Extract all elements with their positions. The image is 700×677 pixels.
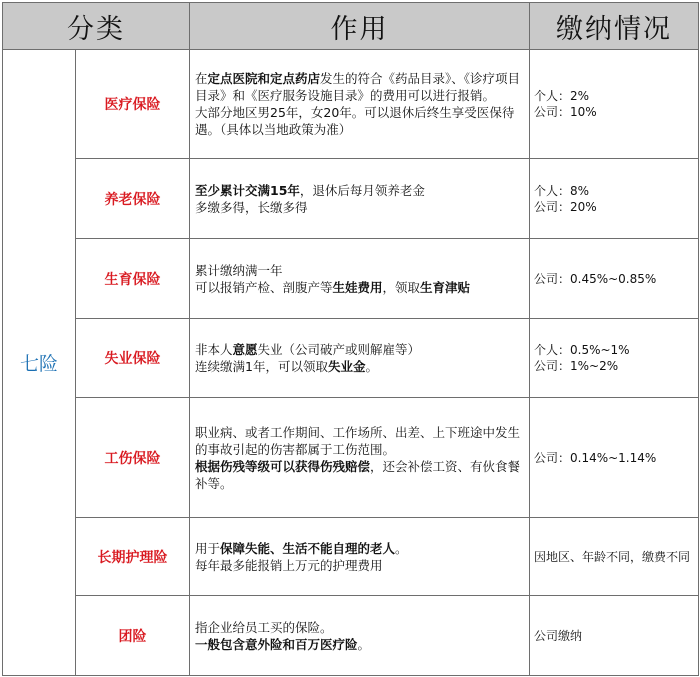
payment-line: 公司缴纳 (534, 628, 583, 643)
emphasis-text: 定点医院和定点药店 (207, 71, 321, 86)
payment-line: 公司：10% (534, 105, 597, 119)
function-line (195, 279, 525, 296)
payment-line: 个人：2% (534, 89, 590, 103)
function-line (195, 557, 525, 574)
function-cell (190, 596, 530, 676)
function-line (195, 182, 525, 199)
payment-cell (530, 159, 699, 239)
function-line (195, 540, 525, 557)
function-line (195, 619, 525, 636)
emphasis-text: 保障失能、生活不能自理的老人 (220, 540, 396, 556)
body-text: 大部分地区男25年，女20年。可以退休后终生享受医保待遇。（具体以当地政策为准） (195, 105, 515, 137)
body-text: 连续缴满1年，可以领取 (195, 359, 328, 374)
function-line (195, 70, 525, 104)
function-cell (190, 518, 530, 596)
table-row (3, 596, 699, 676)
insurance-name: 医疗保险 (76, 50, 190, 159)
emphasis-text: 失业金 (327, 359, 366, 374)
payment-line: 因地区、年龄不同，缴费不同 (534, 549, 691, 564)
insurance-name: 生育保险 (76, 239, 190, 319)
emphasis-text: 一般包含意外险和百万医疗险 (195, 636, 358, 652)
header-row (3, 3, 699, 50)
body-text: 在 (195, 71, 208, 86)
function-cell (190, 398, 530, 518)
payment-cell (530, 398, 699, 518)
function-line (195, 424, 525, 458)
body-text: 多缴多得，长缴多得 (195, 199, 308, 215)
insurance-name: 失业保险 (76, 319, 190, 398)
body-text: 。 (357, 636, 371, 652)
function-cell (190, 239, 530, 319)
insurance-name: 团险 (76, 596, 190, 676)
body-text: ，领取 (382, 279, 421, 295)
emphasis-text: 根据伤残等级可以获得伤残赔偿 (195, 458, 371, 474)
body-text: 指企业给员工买的保险。 (195, 619, 333, 635)
body-text: 失业（公司破产或则解雇等） (257, 342, 421, 357)
insurance-name: 长期护理险 (76, 518, 190, 596)
table-row (3, 239, 699, 319)
body-text: 发生的符合《药品目录》、《诊疗项目目录》和《医疗服务设施目录》的费用可以进行报销。 (195, 71, 521, 103)
category-cell: 七险 (3, 50, 76, 676)
function-line (195, 458, 525, 492)
function-line (195, 358, 525, 375)
body-text: 累计缴纳满一年 (195, 262, 283, 278)
body-text: 非本人 (195, 342, 233, 357)
body-text: 可以报销产检、剖腹产等 (195, 279, 333, 295)
payment-cell (530, 319, 699, 398)
insurance-name: 养老保险 (76, 159, 190, 239)
header-payment: 缴纳情况 (530, 3, 699, 50)
body-text: 用于 (195, 540, 221, 556)
function-line (195, 104, 525, 138)
payment-line: 公司：1%~2% (534, 359, 619, 373)
insurance-name: 工伤保险 (76, 398, 190, 518)
payment-cell (530, 596, 699, 676)
body-text: ，退休后每月领养老金 (299, 182, 425, 198)
payment-line: 公司：0.45%~0.85% (534, 271, 657, 286)
function-line (195, 341, 525, 358)
payment-cell (530, 50, 699, 159)
payment-line: 公司：20% (534, 199, 597, 214)
payment-line: 公司：0.14%~1.14% (534, 450, 657, 465)
function-line (195, 199, 525, 216)
payment-line: 个人：0.5%~1% (534, 343, 630, 357)
body-text: 。 (365, 359, 378, 374)
function-line (195, 636, 525, 653)
body-text: 每年最多能报销上万元的护理费用 (195, 557, 383, 573)
payment-cell (530, 239, 699, 319)
function-line (195, 262, 525, 279)
body-text: ，还会补偿工资、有伙食餐补等。 (195, 458, 521, 491)
body-text: 。 (395, 540, 408, 556)
table-row (3, 398, 699, 518)
function-cell (190, 319, 530, 398)
header-function: 作用 (190, 3, 530, 50)
payment-cell (530, 518, 699, 596)
function-cell (190, 50, 530, 159)
emphasis-text: 生育津贴 (420, 279, 471, 295)
table-row (3, 159, 699, 239)
table-row (3, 518, 699, 596)
payment-line: 个人：8% (534, 183, 590, 198)
emphasis-text: 生娃费用 (332, 279, 383, 295)
header-category: 分类 (3, 3, 190, 50)
emphasis-text: 意愿 (232, 342, 258, 357)
function-cell (190, 159, 530, 239)
insurance-table (2, 2, 699, 676)
table-row (3, 50, 699, 159)
emphasis-text: 至少累计交满15年 (195, 182, 300, 198)
body-text: 职业病、或者工作期间、工作场所、出差、上下班途中发生的事故引起的伤害都属于工伤范围。 (195, 424, 521, 457)
table-row (3, 319, 699, 398)
